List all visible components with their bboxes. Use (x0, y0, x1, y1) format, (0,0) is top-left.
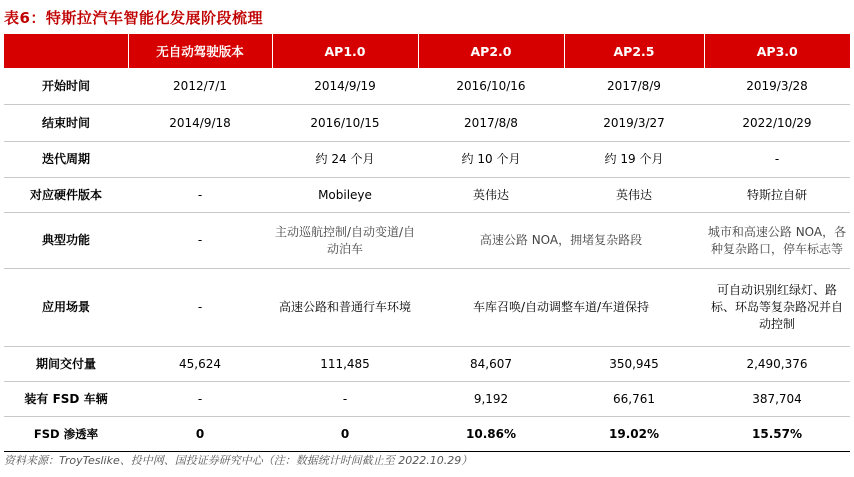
table-row (4, 417, 850, 452)
table-cell: - (704, 142, 850, 178)
table-cell: - (128, 213, 272, 269)
table-cell: - (272, 382, 418, 417)
header-ap25: AP2.5 (564, 34, 704, 68)
table-row (4, 105, 850, 142)
table-cell: 2016/10/15 (272, 105, 418, 142)
table-cell: 2019/3/27 (564, 105, 704, 142)
table-cell: 2017/8/8 (418, 105, 564, 142)
row-label: 装有 FSD 车辆 (4, 382, 128, 417)
table-cell: 2022/10/29 (704, 105, 850, 142)
table-row (4, 68, 850, 105)
row-label: FSD 渗透率 (4, 417, 128, 452)
table-row (4, 347, 850, 382)
table-cell: 19.02% (564, 417, 704, 452)
table-cell: 2019/3/28 (704, 68, 850, 105)
row-label: 典型功能 (4, 213, 128, 269)
table-cell: 2014/9/19 (272, 68, 418, 105)
table-row (4, 382, 850, 417)
table-row (4, 269, 850, 347)
table-cell: 约 24 个月 (272, 142, 418, 178)
table-cell: 0 (272, 417, 418, 452)
table-cell: 111,485 (272, 347, 418, 382)
table-cell: Mobileye (272, 178, 418, 213)
table-cell: 主动巡航控制/自动变道/自动泊车 (272, 213, 418, 269)
table-cell-merged: 车库召唤/自动调整车道/车道保持 (418, 269, 704, 347)
table-cell: 15.57% (704, 417, 850, 452)
source-note: 资料来源：TroyTeslike、投中网、国投证券研究中心（注：数据统计时间截止至 2022.10.29） (4, 454, 473, 467)
table-cell: - (128, 269, 272, 347)
table-cell: - (128, 178, 272, 213)
row-label: 应用场景 (4, 269, 128, 347)
row-label: 期间交付量 (4, 347, 128, 382)
table-caption: 表6：特斯拉汽车智能化发展阶段梳理 (4, 9, 263, 27)
header-corner (4, 34, 128, 68)
table-cell: 城市和高速公路 NOA，各种复杂路口，停车标志等 (704, 213, 850, 269)
header-ap2: AP2.0 (418, 34, 564, 68)
row-label: 迭代周期 (4, 142, 128, 178)
table-cell: 英伟达 (564, 178, 704, 213)
table-cell: 84,607 (418, 347, 564, 382)
table-cell: 2016/10/16 (418, 68, 564, 105)
table-cell: 约 19 个月 (564, 142, 704, 178)
table-cell: 英伟达 (418, 178, 564, 213)
table-row (4, 213, 850, 269)
table-cell (128, 142, 272, 178)
table-cell: 387,704 (704, 382, 850, 417)
table-cell: 特斯拉自研 (704, 178, 850, 213)
table-cell: 9,192 (418, 382, 564, 417)
header-ap3: AP3.0 (704, 34, 850, 68)
header-no-autopilot: 无自动驾驶版本 (128, 34, 272, 68)
table-cell: 2014/9/18 (128, 105, 272, 142)
table-cell: 2017/8/9 (564, 68, 704, 105)
tesla-autopilot-table (4, 34, 850, 452)
row-label: 结束时间 (4, 105, 128, 142)
header-row (4, 34, 850, 68)
row-label: 开始时间 (4, 68, 128, 105)
table-cell: 约 10 个月 (418, 142, 564, 178)
table-cell: 0 (128, 417, 272, 452)
table-cell: 可自动识别红绿灯、路标、环岛等复杂路况并自动控制 (704, 269, 850, 347)
table-cell-merged: 高速公路 NOA，拥堵复杂路段 (418, 213, 704, 269)
table-cell: 66,761 (564, 382, 704, 417)
row-label: 对应硬件版本 (4, 178, 128, 213)
table-cell: 2,490,376 (704, 347, 850, 382)
header-ap1: AP1.0 (272, 34, 418, 68)
table-row (4, 178, 850, 213)
table-cell: 350,945 (564, 347, 704, 382)
table-cell: 10.86% (418, 417, 564, 452)
table-cell: 高速公路和普通行车环境 (272, 269, 418, 347)
table-cell: - (128, 382, 272, 417)
table-row (4, 142, 850, 178)
table-cell: 2012/7/1 (128, 68, 272, 105)
table-cell: 45,624 (128, 347, 272, 382)
